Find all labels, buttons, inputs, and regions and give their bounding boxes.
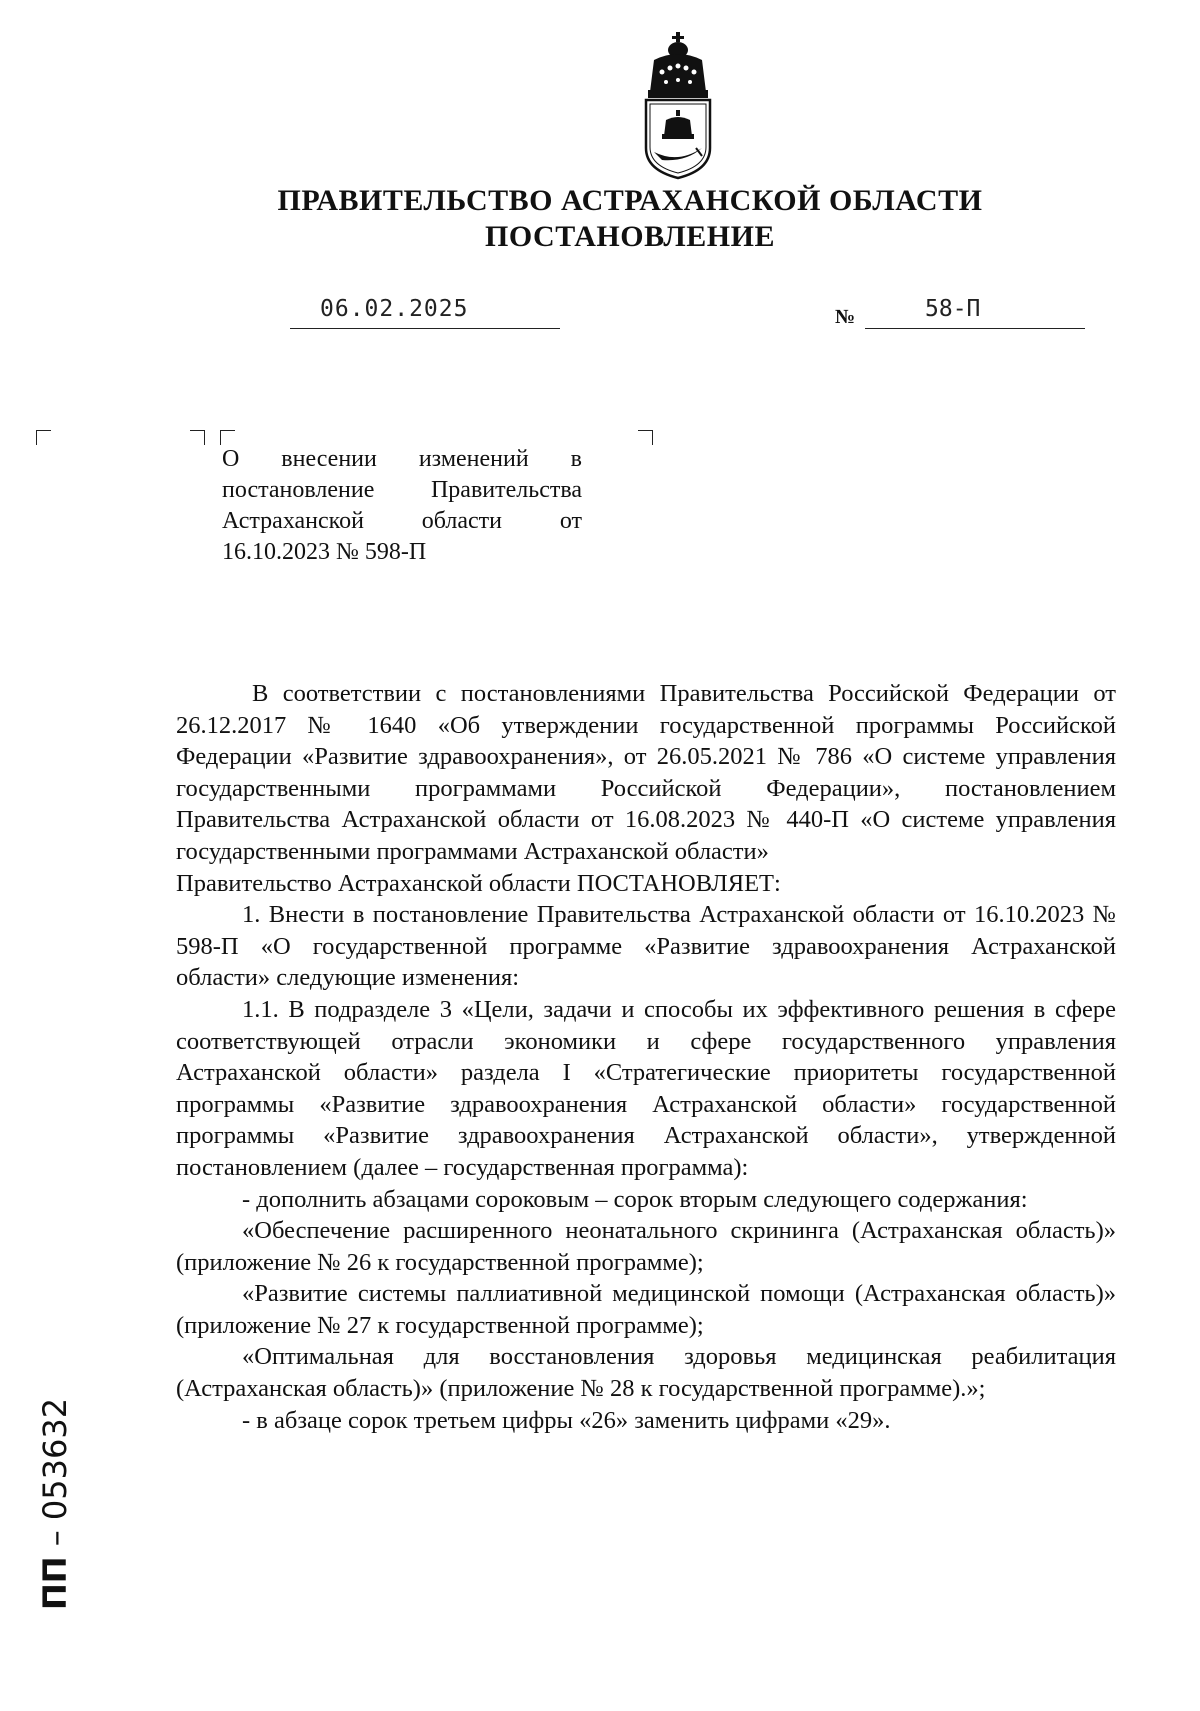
corner-mark	[638, 430, 653, 445]
corner-mark	[220, 430, 235, 445]
item-1-paragraph: 1. Внести в постановление Правительства Астраханской области от 16.10.2023 № 598-П «О государственной программе «Развитие здравоохранения Астраханской области» следующие изменения:	[176, 901, 1116, 992]
serial-digits: – 053632	[36, 1397, 74, 1547]
preamble-paragraph: В соответствии с постановлениями Правительства Российской Федерации от 26.12.2017 № 1640 «Об утверждении государственной программы Российской Федерации «Развитие здравоохранения», от 26.05.2021 № 786 «О системе управления государственными программами Российской Федерации», постановлением Правительства Астраханской области от 16.08.2023 № 440-П «О системе управления государственными программами Астраханской области»	[176, 680, 1116, 865]
item-1-1-paragraph: 1.1. В подразделе 3 «Цели, задачи и способы их эффективного решения в сфере соответствующей отрасли экономики и сфере государственного управления Астраханской области» раздела I «Стратегические приоритеты государственной программы «Развитие здравоохранения Астраханской области» государственной программы «Развитие здравоохранения Астраханской области», утвержденной постановлением (далее – государственная программа):	[176, 995, 1116, 1181]
serial-prefix: ПП	[36, 1556, 74, 1610]
subject-line: постановление Правительства	[222, 477, 582, 503]
number-sign: №	[835, 306, 856, 328]
subject-line: О внесении изменений в	[222, 446, 582, 472]
dash-item-add: - дополнить абзацами сороковым – сорок вторым следующего содержания:	[242, 1185, 1028, 1213]
subject-line: Астраханской области от	[222, 508, 582, 534]
resolves-line: Правительство Астраханской области ПОСТАНОВЛЯЕТ:	[176, 869, 781, 897]
serial-number	[36, 1398, 74, 1610]
document-date: 06.02.2025	[320, 296, 469, 322]
document-type: ПОСТАНОВЛЕНИЕ	[485, 220, 775, 253]
corner-mark	[36, 430, 51, 445]
document-body	[176, 678, 1116, 1436]
government-title: ПРАВИТЕЛЬСТВО АСТРАХАНСКОЙ ОБЛАСТИ	[277, 184, 983, 217]
dash-item-replace: - в абзаце сорок третьем цифры «26» заменить цифрами «29».	[242, 1406, 891, 1434]
document-number: 58-П	[925, 296, 981, 322]
document-subject	[222, 444, 582, 568]
corner-mark	[190, 430, 205, 445]
date-field	[290, 296, 560, 329]
coat-of-arms-emblem	[640, 30, 716, 180]
number-field	[865, 296, 1085, 329]
subject-line: 16.10.2023 № 598-П	[222, 539, 427, 565]
quote-paragraph: «Развитие системы паллиативной медицинской помощи (Астраханская область)» (приложение № 27 к государственной программе);	[176, 1280, 1116, 1339]
quote-paragraph: «Обеспечение расширенного неонатального скрининга (Астраханская область)» (приложение № 26 к государственной программе);	[176, 1217, 1116, 1276]
side-serial	[26, 1370, 86, 1610]
quote-paragraph: «Оптимальная для восстановления здоровья медицинская реабилитация (Астраханская область)» (приложение № 28 к государственной программе).»;	[176, 1343, 1116, 1403]
